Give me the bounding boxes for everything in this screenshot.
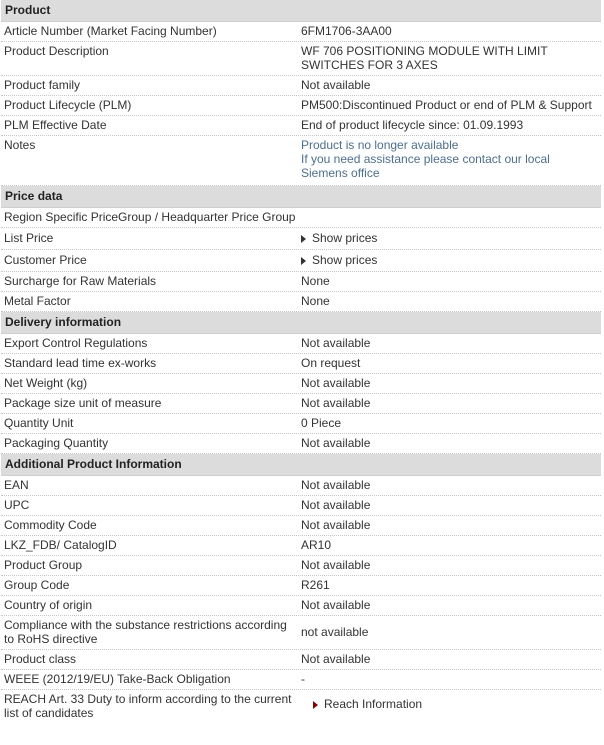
- row-value: WF 706 POSITIONING MODULE WITH LIMIT SWITCHES FOR 3 AXES: [301, 44, 548, 72]
- row-value: Not available: [301, 396, 371, 410]
- table-row: [1, 208, 601, 228]
- row-label: Standard lead time ex-works: [4, 356, 157, 370]
- row-label: PLM Effective Date: [4, 118, 107, 132]
- row-label: Country of origin: [4, 598, 93, 612]
- row-label: Surcharge for Raw Materials: [4, 274, 157, 288]
- table-row: [1, 228, 601, 250]
- row-value: Not available: [301, 498, 371, 512]
- row-value: Not available: [301, 336, 371, 350]
- row-label: Export Control Regulations: [4, 336, 148, 350]
- row-label: Article Number (Market Facing Number): [4, 24, 217, 38]
- table-row: [1, 650, 601, 670]
- notes-row: [1, 136, 601, 186]
- table-row: [1, 536, 601, 556]
- row-label: EAN: [4, 478, 29, 492]
- row-label: Package size unit of measure: [4, 396, 162, 410]
- notes-value: [301, 138, 601, 180]
- row-value: Not available: [301, 652, 371, 666]
- table-row: [1, 434, 601, 454]
- section-header-additional: Additional Product Information: [1, 454, 601, 476]
- row-label: Commodity Code: [4, 518, 97, 532]
- table-row: [1, 616, 601, 650]
- row-label: Product family: [4, 78, 81, 92]
- table-row: [1, 272, 601, 292]
- chevron-right-icon: [301, 235, 306, 243]
- table-row: [1, 250, 601, 272]
- list-price-show-prices-link[interactable]: [301, 231, 601, 245]
- row-value: R261: [301, 578, 330, 592]
- reach-information-link[interactable]: [301, 692, 601, 720]
- table-row: [1, 476, 601, 496]
- row-label: Metal Factor: [4, 294, 71, 308]
- table-row: [1, 596, 601, 616]
- row-value: 6FM1706-3AA00: [301, 24, 392, 38]
- table-row: [1, 496, 601, 516]
- reach-information-label: Reach Information: [324, 697, 423, 711]
- row-label: List Price: [4, 231, 54, 245]
- table-row: [1, 292, 601, 312]
- row-label: Product Group: [4, 558, 83, 572]
- notes-unavailable-text: Product is no longer available: [301, 138, 459, 152]
- table-row: [1, 354, 601, 374]
- product-data-table: [1, 0, 601, 723]
- row-label: Net Weight (kg): [4, 376, 88, 390]
- row-value: On request: [301, 356, 361, 370]
- table-row: [1, 374, 601, 394]
- table-row: [1, 556, 601, 576]
- show-prices-label: Show prices: [312, 231, 378, 245]
- row-value: Not available: [301, 376, 371, 390]
- row-label: Region Specific PriceGroup / Headquarter Price Group: [4, 210, 296, 224]
- row-value: Not available: [301, 598, 371, 612]
- table-row: [1, 414, 601, 434]
- table-row: [1, 690, 601, 723]
- table-row: [1, 116, 601, 136]
- table-row: [1, 576, 601, 596]
- row-value: AR10: [301, 538, 332, 552]
- customer-price-show-prices-link[interactable]: [301, 253, 601, 267]
- section-header-delivery: Delivery information: [1, 312, 601, 334]
- table-row: [1, 334, 601, 354]
- row-label: UPC: [4, 498, 30, 512]
- row-value: Not available: [301, 78, 371, 92]
- row-value: not available: [301, 625, 369, 639]
- notes-contact-link[interactable]: If you need assistance please contact our local Siemens office: [301, 152, 550, 180]
- row-value: Not available: [301, 558, 371, 572]
- section-header-price: Price data: [1, 186, 601, 208]
- table-row: [1, 76, 601, 96]
- table-row: [1, 394, 601, 414]
- row-label: Group Code: [4, 578, 70, 592]
- row-value: None: [301, 294, 330, 308]
- table-row: [1, 42, 601, 76]
- row-label: Quantity Unit: [4, 416, 74, 430]
- row-label: Compliance with the substance restrictions according to RoHS directive: [4, 618, 287, 646]
- row-label: REACH Art. 33 Duty to inform according to the current list of candidates: [4, 692, 292, 720]
- section-header-product: Product: [1, 0, 601, 22]
- row-label: LKZ_FDB/ CatalogID: [4, 538, 117, 552]
- row-label: Product Lifecycle (PLM): [4, 98, 132, 112]
- row-label: Product Description: [4, 44, 109, 58]
- table-row: [1, 670, 601, 690]
- row-label: Packaging Quantity: [4, 436, 109, 450]
- chevron-right-icon: [313, 701, 318, 709]
- row-value: PM500:Discontinued Product or end of PLM & Support: [301, 98, 592, 112]
- table-row: [1, 516, 601, 536]
- show-prices-label: Show prices: [312, 253, 378, 267]
- row-label: WEEE (2012/19/EU) Take-Back Obligation: [4, 672, 231, 686]
- row-value: End of product lifecycle since: 01.09.1993: [301, 118, 524, 132]
- row-value: Not available: [301, 436, 371, 450]
- row-value: Not available: [301, 518, 371, 532]
- table-row: [1, 22, 601, 42]
- chevron-right-icon: [301, 257, 306, 265]
- row-label: Notes: [4, 138, 36, 152]
- row-label: Product class: [4, 652, 77, 666]
- row-value: None: [301, 274, 330, 288]
- row-label: Customer Price: [4, 253, 87, 267]
- row-value: Not available: [301, 478, 371, 492]
- row-value: 0 Piece: [301, 416, 342, 430]
- table-row: [1, 96, 601, 116]
- row-value: -: [301, 672, 305, 686]
